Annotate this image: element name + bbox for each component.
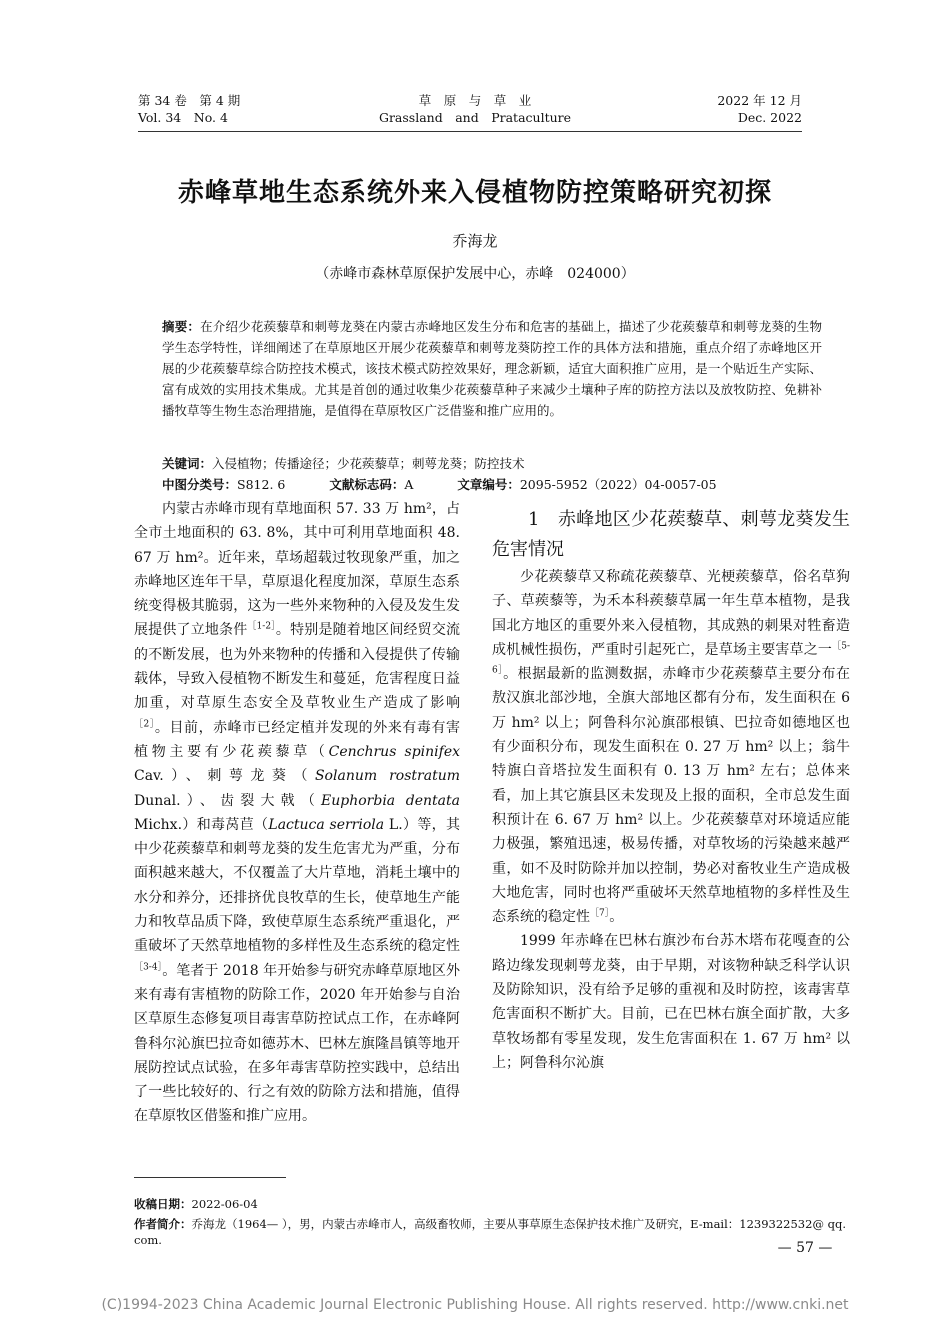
header-volume-cn: 第 34 卷 第 4 期 [138,93,241,108]
citation: ［1-2］ [247,621,276,632]
species-name: Cenchrus spinifex [328,743,460,760]
abstract [162,316,822,421]
paper-affiliation: （赤峰市森林草原保护发展中心，赤峰 024000） [315,266,635,282]
keywords-label: 关键词： [162,456,213,471]
intro-paragraph: 内蒙古赤峰市现有草地面积 57. 33 万 hm²，占全市土地面积的 63. 8%，其中可利用草地面积 48. 67 万 hm²。近年来，草场超载过牧现象严重，加之赤峰地区连年干旱，草原退化程度加深，草原生态系统变得极其脆弱，这为一些外来物种的入侵及发生发展提供了立地条件$^{[1-2]}$。特别是随着地区间经贸交流的不断发展，也为外来物种的传播和入侵提供了传输载体，导致入侵植物不断发生和蔓延，危害程度日益加重，对草原生态安全及草牧业生产造成了影响$^{[2]}$。目前，赤峰市已经定植并发现的外来有毒有害植物主要有少花蒺藜草（Cenchrus spinifex Cav.）、刺萼龙葵（Solanum rostratum Dunal.）、齿裂大戟（Euphorbia dentata Michx.）和毒莴苣（Lactuca serriola L.）等，其中少花蒺藜草和刺萼龙葵的发生危害尤为严重，分布面积越来越大，不仅覆盖了大片草地，消耗土壤中的水分和养分，还排挤优良牧草的生长，使草地生产能力和牧草品质下降，致使草原生态系统严重退化，严重破坏了天然草地植物的多样性及生态系统的稳定性$^{[3-4]}$。笔者于 2018 年开始参与研究赤峰草原地区外来有毒有害植物的防除工作，2020 年开始参与自治区草原生态修复项目毒害草防控试点工作，在赤峰阿鲁科尔沁旗巴拉奇如德苏木、巴林左旗隆昌镇等地开展防控试点试验，在多年毒害草防控实践中，总结出了一些比较好的、行之有效的防除方法和措施，值得在草原牧区借鉴和推广应用。 [134,501,461,1125]
keywords-line [162,453,717,474]
species-name: Euphorbia dentata [321,792,460,809]
citation: ［5-6］ [492,641,850,676]
section-paragraph: 少花蒺藜草又称疏花蒺藜草、光梗蒺藜草，俗名草狗子、草蒺藜等，为禾本科蒺藜草属一年生草本植物，是我国北方地区的重要外来入侵植物，其成熟的刺果对牲畜造成机械性损伤，严重时引起死亡，是草场主要害草之一$^{[5-6]}$。根据最新的监测数据，赤峰市少花蒺藜草主要分布在敖汉旗北部沙地，全旗大部地区都有分布，发生面积在 6 万 hm² 以上；阿鲁科尔沁旗邵根镇、巴拉奇如德地区也有少面积分布，现发生面积在 0. 27 万 hm² 以上；翁牛特旗白音塔拉发生面积有 0. 13 万 hm² 左右；总体来看，加上其它旗县区未发现及上报的面积，全市总发生面积预计在 6. 67 万 hm² 以上。少花蒺藜草对环境适应能力极强，繁殖迅速，极易传播，对草牧场的污染越来越严重，如不及时防除并加以控制，势必对畜牧业生产造成极大地危害，同时也将严重破坏天然草地植物的多样性及生态系统的稳定性$^{[7]}$。 [492,569,850,926]
citation: ［2］ [134,719,155,730]
doc-code-value: A [404,477,414,492]
paper-author: 乔海龙 [452,232,498,250]
paper-title: 赤峰草地生态系统外来入侵植物防控策略研究初探 [177,178,772,208]
clc-label: 中图分类号： [162,477,238,492]
clc-value: S812. 6 [237,477,286,492]
header-journal-cn: 草 原 与 草 业 [418,93,532,108]
header-volume-en: Vol. 34 No. 4 [138,110,228,125]
received-label: 收稿日期： [134,1197,192,1211]
section-paragraph: 1999 年赤峰在巴林右旗沙布台苏木塔布花嘎查的公路边缘发现刺萼龙葵，由于早期，对该物种缺乏科学认识及防除知识，没有给予足够的重视和及时防控，该毒害草危害面积不断扩大。目前，已在巴林右旗全面扩散，大多草牧场都有零星发现，发生危害面积在 1. 67 万 hm² 以上；阿鲁科尔沁旗 [492,933,850,1071]
footnote-author [134,1216,854,1248]
keywords-text: 入侵植物；传播途径；少花蒺藜草；刺萼龙葵；防控技术 [212,456,525,471]
section-heading: 1 赤峰地区少花蒺藜草、刺萼龙葵发生危害情况 [492,509,850,560]
species-name: Lactuca serriola [268,816,385,833]
page-number: — 57 — [777,1240,833,1256]
body-left-column [134,497,460,1129]
abstract-text: 在介绍少花蒺藜草和刺萼龙葵在内蒙古赤峰地区发生分布和危害的基础上，描述了少花蒺藜草和刺萼龙葵的生物学生态学特性，详细阐述了在草原地区开展少花蒺藜草和刺萼龙葵防控工作的具体方法和措施，重点介绍了赤峰地区开展的少花蒺藜草综合防控技术模式，该技术模式防控效果好，理念新颖，适宜大面积推广应用，是一个贴近生产实际、富有成效的实用技术集成。尤其是首创的通过收集少花蒺藜草种子来减少土壤种子库的防控方法以及放牧防控、免耕补播牧草等生物生态治理措施，是值得在草原牧区广泛借鉴和推广应用的。 [162,319,822,418]
footnote-divider [134,1177,286,1178]
header-date [640,92,802,126]
author-info-label: 作者简介： [134,1217,192,1231]
header-date-cn: 2022 年 12 月 [717,93,802,108]
received-date: 2022-06-04 [191,1197,258,1211]
abstract-label: 摘要： [162,319,201,334]
article-number-label: 文章编号： [457,477,520,492]
citation: ［3-4］ [134,961,163,972]
footnote-received [134,1196,854,1212]
header-date-en: Dec. 2022 [737,110,802,125]
body-right-column [492,505,850,1075]
copyright-notice: (C)1994-2023 China Academic Journal Electronic Publishing House. All rights reserved. http://www.cnki.net [101,1297,849,1313]
species-name: Solanum rostratum [314,768,460,785]
header-divider [138,131,802,132]
header-volume [138,92,240,126]
header-journal-en: Grassland and Prataculture [378,110,572,125]
header-journal [330,92,620,126]
classification-line [162,474,717,495]
keywords-block [162,453,717,495]
author-info-text: 乔海龙（1964— ），男，内蒙古赤峰市人，高级畜牧师，主要从事草原生态保护技术推广及研究，E-mail：1239322532@ qq. com. [134,1217,846,1247]
citation: ［7］ [590,908,610,919]
article-number-value: 2095-5952（2022）04-0057-05 [519,477,717,492]
doc-code-label: 文献标志码： [329,477,405,492]
